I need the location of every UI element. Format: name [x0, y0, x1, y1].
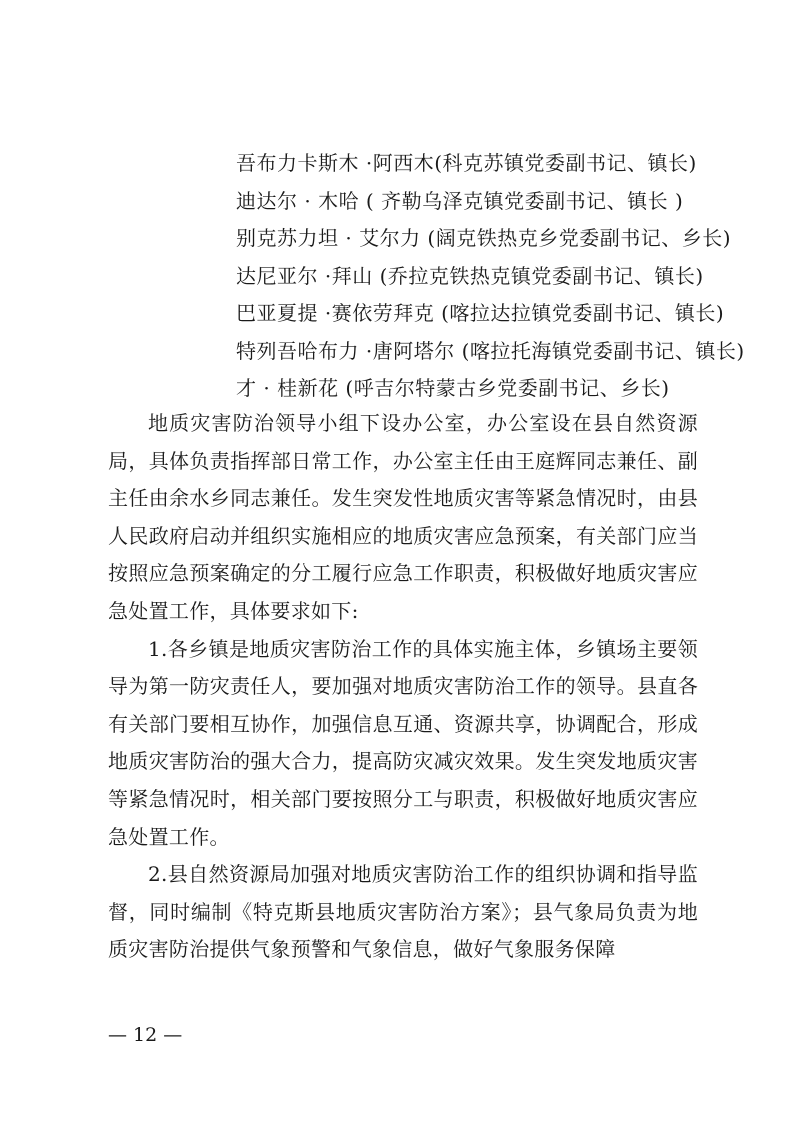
member-list	[236, 145, 745, 408]
member-line: 吾布力卡斯木 ·阿西木(科克苏镇党委副书记、镇长)	[236, 151, 697, 175]
body-text	[108, 405, 698, 969]
paragraph-office: 地质灾害防治领导小组下设办公室，办公室设在县自然资源局，具体负责指挥部日常工作，办公室主任由王庭辉同志兼任、副主任由余水乡同志兼任。发生突发性地质灾害等紧急情况时，由县人民政府启动并组织实施相应的地质灾害应急预案，有关部门应当按照应急预案确定的分工履行应急工作职责，积极做好地质灾害应急处置工作，具体要求如下:	[108, 411, 698, 623]
paragraph-item-1: 1.各乡镇是地质灾害防治工作的具体实施主体，乡镇场主要领导为第一防灾责任人，要加强对地质灾害防治工作的领导。县直各有关部门要相互协作，加强信息互通、资源共享，协调配合，形成地质灾害防治的强大合力，提高防灾减灾效果。发生突发地质灾害等紧急情况时，相关部门要按照分工与职责，积极做好地质灾害应急处置工作。	[108, 636, 698, 849]
member-line: 迪达尔 · 木哈 ( 齐勒乌泽克镇党委副书记、镇长 )	[236, 188, 684, 213]
paragraph-item-2: 2.县自然资源局加强对地质灾害防治工作的组织协调和指导监督，同时编制《特克斯县地质灾害防治方案》；县气象局负责为地质灾害防治提供气象预警和气象信息，做好气象服务保障	[108, 862, 698, 962]
member-line: 巴亚夏提 ·赛依劳拜克 (喀拉达拉镇党委副书记、镇长)	[236, 301, 725, 325]
member-line: 特列吾哈布力 ·唐阿塔尔 (喀拉托海镇党委副书记、镇长)	[236, 338, 745, 363]
member-line: 才 · 桂新花 (呼吉尔特蒙古乡党委副书记、乡长)	[236, 376, 670, 400]
member-line: 别克苏力坦 · 艾尔力 (阔克铁热克乡党委副书记、乡长)	[236, 226, 732, 250]
page-number: — 12 —	[108, 1024, 183, 1046]
member-line: 达尼亚尔 ·拜山 (乔拉克铁热克镇党委副书记、镇长)	[236, 263, 704, 288]
